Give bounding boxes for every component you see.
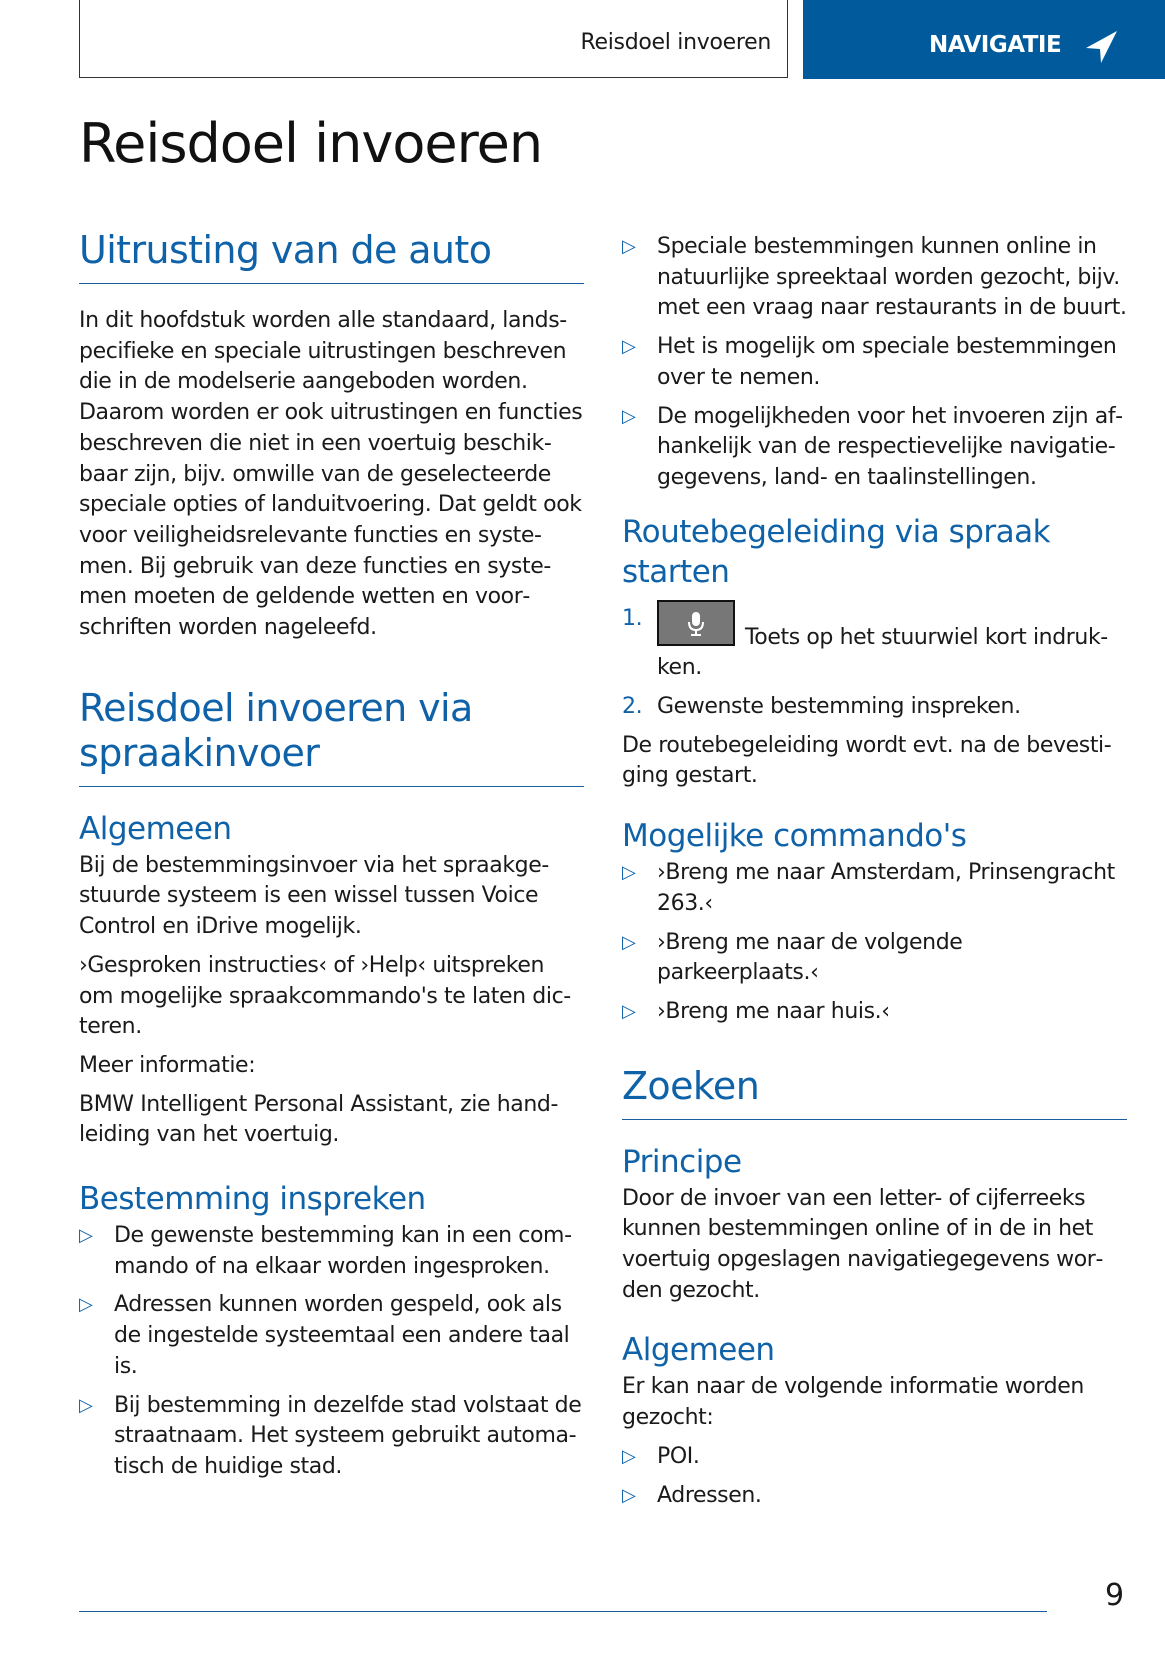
footer-divider [79, 1611, 1047, 1612]
bullet-triangle-icon: ▷ [622, 236, 636, 257]
bullet-triangle-icon: ▷ [622, 931, 636, 953]
navigation-arrow-icon [1085, 30, 1119, 64]
steps-list [622, 604, 1127, 723]
step-item: 1. Toets op het stuurwiel kort indrukken. [622, 604, 1127, 684]
paragraph: BMW Intelligent Personal Assistant, zie handleiding van het voertuig. [79, 1091, 559, 1148]
page-title: Reisdoel invoeren [79, 112, 543, 175]
heading-route-guidance: Routebegeleiding via spraak starten [622, 513, 1051, 590]
heading-voice-input: Reisdoel invoeren via spraakinvoer [79, 686, 584, 787]
bullet-triangle-icon: ▷ [79, 1294, 93, 1316]
search-info-list [622, 1442, 1127, 1511]
paragraph: Bij de bestemmingsinvoer via het spraakgestuurde systeem is een wissel tussen Voice Control en iDrive mogelijk. [79, 852, 550, 940]
list-item: ▷ POI. [622, 1442, 1127, 1473]
microphone-button-icon [657, 600, 735, 646]
bullet-triangle-icon: ▷ [622, 862, 636, 884]
chapter-title: NAVIGATIE [929, 32, 1062, 58]
right-column [622, 232, 1127, 1519]
paragraph: De routebegeleiding wordt evt. na de bevestiging gestart. [622, 732, 1112, 789]
speak-list [79, 1221, 584, 1483]
heading-speak-destination: Bestemming inspreken [79, 1181, 426, 1218]
list-item: ▷ ›Breng me naar huis.‹ [622, 997, 1127, 1028]
heading-equipment: Uitrusting van de auto [79, 228, 584, 284]
paragraph: Meer informatie: [79, 1052, 256, 1078]
page-number: 9 [1105, 1578, 1125, 1613]
left-column [79, 228, 584, 1491]
heading-general: Algemeen [79, 810, 232, 847]
list-item: ▷ ›Breng me naar de volgende parkeerplaats.‹ [622, 929, 963, 986]
bullet-triangle-icon: ▷ [622, 1000, 636, 1022]
chapter-tab [803, 0, 1165, 79]
top-list [622, 232, 1127, 494]
list-item: ▷ Het is mogelijk om speciale bestemmingen over te nemen. [622, 334, 1117, 390]
commands-list [622, 858, 1127, 1028]
heading-principle: Principe [622, 1143, 742, 1180]
paragraph: Er kan naar de volgende informatie worden gezocht: [622, 1374, 1084, 1431]
header-section-title: Reisdoel invoeren [580, 30, 771, 55]
list-item: ▷ ›Breng me naar Amsterdam, Prinsengracht 263.‹ [622, 860, 1115, 916]
bullet-triangle-icon: ▷ [79, 1225, 93, 1247]
heading-commands: Mogelijke commando's [622, 818, 967, 855]
paragraph: ›Gesproken instructies‹ of ›Help‹ uitspreken om mogelijke spraakcommando's te laten dicteren. [79, 952, 572, 1040]
bullet-triangle-icon: ▷ [622, 1484, 636, 1506]
list-item: ▷ Adressen. [622, 1481, 1127, 1512]
heading-general-search: Algemeen [622, 1332, 775, 1369]
list-item: ▷ Adressen kunnen worden gespeld, ook als de ingestelde systeemtaal een andere taal is. [79, 1292, 570, 1379]
bullet-triangle-icon: ▷ [79, 1394, 93, 1416]
bullet-triangle-icon: ▷ [622, 1445, 636, 1467]
header-section-box [79, 0, 788, 78]
bullet-triangle-icon: ▷ [622, 336, 636, 358]
list-item: ▷ Speciale bestemmingen kunnen online in natuurlijke spreektaal worden gezocht, bijv. met een vraag naar restaurants in de buurt. [622, 234, 1127, 321]
paragraph-equipment: In dit hoofdstuk worden alle standaard, landspecifieke en speciale uitrustingen beschreven die in de modelserie aangeboden worden. Daarom worden er ook uitrustingen en functies beschreven die niet in een voertuig beschikbaar zijn, bijv. omwille van de geselecteerde speciale opties of landuitvoering. Dat geldt ook voor veiligheidsrelevante functies en systemen. Bij gebruik van deze functies en systemen moeten de geldende wetten en voorschriften worden nageleefd. [79, 308, 583, 641]
heading-search: Zoeken [622, 1064, 1127, 1120]
bullet-triangle-icon: ▷ [622, 405, 636, 427]
list-item: ▷ De gewenste bestemming kan in een commando of na elkaar worden ingesproken. [79, 1223, 573, 1279]
step-item: 2. Gewenste bestemming inspreken. [622, 694, 1021, 720]
paragraph: Door de invoer van een letter- of cijferreeks kunnen bestemmingen online of in de in het voertuig opgeslagen navigatiegegevens worden gezocht. [622, 1185, 1104, 1303]
list-item: ▷ Bij bestemming in dezelfde stad volstaat de straatnaam. Het systeem gebruikt automatisch de huidige stad. [79, 1392, 582, 1479]
list-item: ▷ De mogelijkheden voor het invoeren zijn afhankelijk van de respectievelijke navigatiegegevens, land- en taalinstellingen. [622, 403, 1124, 490]
